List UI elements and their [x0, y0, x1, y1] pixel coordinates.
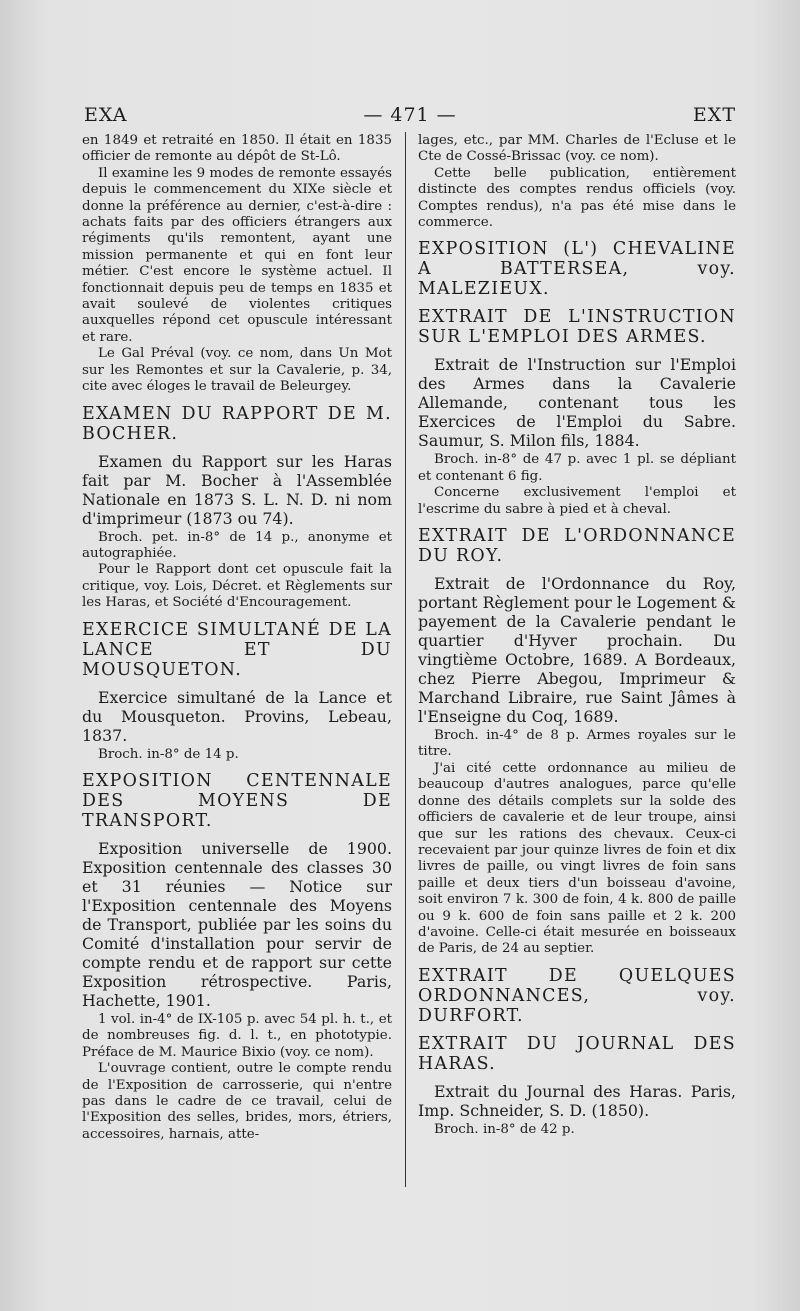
paragraph: Cette belle publication, entièrement distincte des comptes rendus officiels (voy. Comptes rendus), n'a pas été mise dans le commerce. — [418, 165, 736, 231]
entry-title-text: Extrait de l'Instruction sur l'Emploi des Armes dans la Cavalerie Allemande, contenant tous les Exercices de l'Emploi du Sabre. Saumur, S. Milon fils, 1884. — [418, 355, 736, 451]
entry-heading: EXTRAIT DU JOURNAL DES HARAS. — [418, 1033, 736, 1074]
entry-heading: EXTRAIT DE QUELQUES ORDONNANCES, voy. DURFORT. — [418, 965, 736, 1026]
header-right-keyword: EXT — [692, 104, 736, 126]
paragraph: lages, etc., par MM. Charles de l'Ecluse et le Cte de Cossé-Brissac (voy. ce nom). — [418, 133, 736, 165]
bibliographic-note: 1 vol. in-4° de IX-105 p. avec 54 pl. h. t., et de nombreuses fig. d. l. t., en phototypie. Préface de M. Maurice Bixio (voy. ce nom). — [82, 1011, 392, 1060]
entry-heading: EXTRAIT DE L'INSTRUCTION SUR L'EMPLOI DES ARMES. — [418, 307, 736, 348]
entry-heading: EXTRAIT DE L'ORDONNANCE DU ROY. — [418, 526, 736, 567]
entry-heading: EXAMEN DU RAPPORT DE M. BOCHER. — [82, 403, 392, 444]
paragraph: Le Gal Préval (voy. ce nom, dans Un Mot sur les Remontes et sur la Cavalerie, p. 34, cite avec éloges le travail de Beleurgey. — [82, 346, 392, 395]
entry-heading: EXERCICE SIMULTANÉ DE LA LANCE ET DU MOUSQUETON. — [82, 619, 392, 680]
bibliographic-note: Broch. in-8° de 42 p. — [434, 1121, 575, 1137]
entry-title-text: Exposition universelle de 1900. Exposition centennale des classes 30 et 31 réunies — Notice sur l'Exposition centennale des Moyens de Transport, publiée par les soins du Comité d'installation pour servir de compte rendu et de rapport sur cette Exposition rétrospective. Paris, Hachette, 1901. — [82, 838, 392, 1010]
page-number: — 471 — — [363, 104, 457, 126]
right-column — [418, 133, 736, 1193]
paragraph: en 1849 et retraité en 1850. Il était en 1835 officier de remonte au dépôt de St-Lô. — [82, 133, 392, 165]
bibliographic-note: Broch. in-4° de 8 p. Armes royales sur le titre. — [418, 728, 736, 760]
paragraph: Concerne exclusivement l'emploi et l'escrime du sabre à pied et à cheval. — [418, 485, 736, 517]
entry-heading: EXPOSITION (L') CHEVALINE A BATTERSEA, voy. MALEZIEUX. — [418, 239, 736, 300]
entry-title-text: Exercice simultané de la Lance et du Mousqueton. Provins, Lebeau, 1837. — [82, 687, 392, 745]
paragraph: Pour le Rapport dont cet opuscule fait la critique, voy. Lois, Décret. et Règlements sur les Haras, et Société d'Encouragement. — [82, 562, 392, 611]
paragraph: J'ai cité cette ordonnance au milieu de beaucoup d'autres analogues, parce qu'elle donne des détails complets sur la solde des officiers de cavalerie et de leur troupe, ainsi que sur les rations des chevaux. Ceux-ci recevaient par jour quinze livres de foin et dix livres de paille, ou vingt livres de foin sans paille et deux tiers d'un boisseau d'avoine, soit environ 7 k. 300 de foin, 4 k. 800 de paille ou 9 k. 600 de foin sans paille et 2 k. 200 d'avoine. Celle-ci était mesurée en boisseaux de Paris, de 24 au septier. — [418, 760, 736, 957]
bibliographic-note: Broch. in-8° de 14 p. — [98, 746, 239, 762]
entry-heading: EXPOSITION CENTENNALE DES MOYENS DE TRANSPORT. — [82, 770, 392, 831]
left-column — [82, 133, 392, 1193]
entry-title-text: Extrait du Journal des Haras. Paris, Imp. Schneider, S. D. (1850). — [418, 1081, 736, 1120]
column-divider — [405, 132, 406, 1187]
bibliographic-note: Broch. in-8° de 47 p. avec 1 pl. se dépliant et contenant 6 fig. — [418, 452, 736, 484]
paragraph: L'ouvrage contient, outre le compte rendu de l'Exposition de carrosserie, qui n'entre pas dans le cadre de ce travail, celui de l'Exposition des selles, brides, mors, étriers, accessoires, harnais, atte- — [82, 1061, 392, 1142]
header-left-keyword: EXA — [84, 104, 128, 126]
entry-title-text: Examen du Rapport sur les Haras fait par M. Bocher à l'Assemblée Nationale en 1873 S. L. N. D. ni nom d'imprimeur (1873 ou 74). — [82, 451, 392, 528]
entry-title-text: Extrait de l'Ordonnance du Roy, portant Règlement pour le Logement & payement de la Cavalerie pendant le quartier d'Hyver prochain. Du vingtième Octobre, 1689. A Bordeaux, chez Pierre Abegou, Imprimeur & Marchand Libraire, rue Saint Jâmes à l'Enseigne du Coq, 1689. — [418, 574, 736, 727]
bibliographic-note: Broch. pet. in-8° de 14 p., anonyme et autographiée. — [82, 529, 392, 561]
page-header — [84, 104, 736, 132]
paragraph: Il examine les 9 modes de remonte essayés depuis le commencement du XIXe siècle et donne la préférence au dernier, c'est-à-dire : achats faits par des officiers étrangers aux régiments qu'ils remontent, ayant une mission permanente et qui en font leur métier. C'est encore le système actuel. Il fonctionnait depuis peu de temps en 1835 et avait soulevé de violentes critiques auxquelles répond cet opuscule intéressant et rare. — [82, 165, 392, 345]
